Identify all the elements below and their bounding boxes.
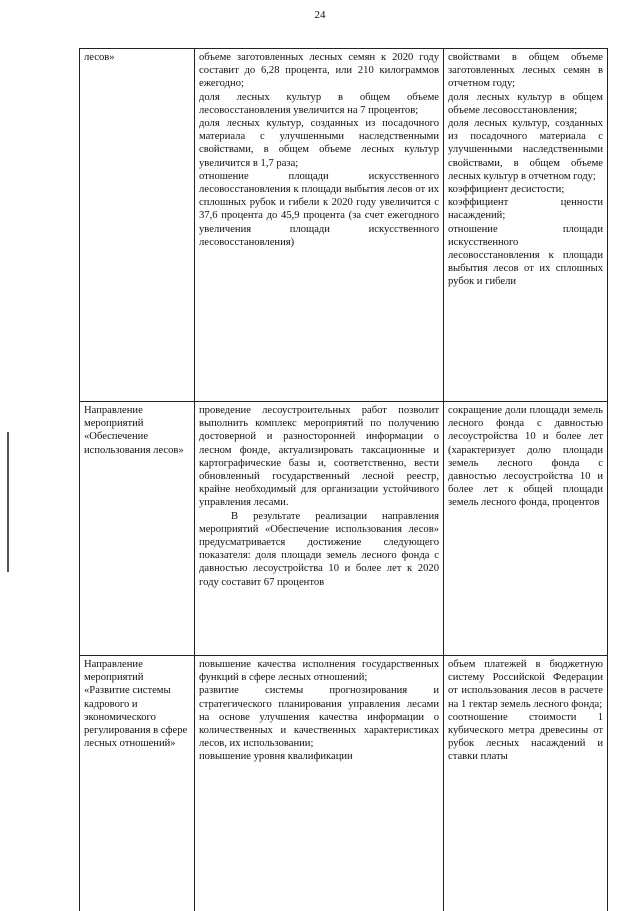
indicator-paragraph: доля лесных культур в общем объеме лесовосстановления;	[448, 91, 603, 116]
indicator-paragraph: коэффициент десистости;	[448, 184, 565, 196]
expected-results-cell	[195, 49, 444, 401]
result-paragraph: доля лесных культур в общем объеме лесовосстановления увеличится на 7 процентов;	[199, 91, 439, 116]
page-number: 24	[314, 9, 326, 21]
indicator-paragraph: свойствами в общем объеме заготовленных лесных семян в отчетном году;	[448, 52, 603, 90]
expected-results-cell	[195, 402, 444, 655]
result-paragraph: доля лесных культур, созданных из посадочного материала с улучшенными наследственными свойствами, в общем объеме лесных культур увеличится в 1,7 раза;	[199, 118, 439, 169]
result-paragraph: проведение лесоустроительных работ позволит выполнить комплекс мероприятий по получению достоверной и разносторонней информации о лесном фонде, актуализировать таксационные и картографические базы и, соответственно, вести обновленный государственный лесной реестр, крайне необходимый для организации устойчивого управления лесами.	[199, 405, 439, 509]
indicators-cell	[444, 49, 608, 401]
expected-results-cell	[195, 656, 444, 911]
indicators-cell	[444, 656, 608, 911]
result-paragraph: развитие системы прогнозирования и стратегического планирования управления лесами на основе улучшения качества информации о количественных и качественных характеристиках лесов, их использовании;	[199, 685, 439, 750]
result-paragraph: объеме заготовленных лесных семян к 2020 году составит до 6,28 процента, или 210 килограммов ежегодно;	[199, 52, 439, 90]
result-paragraph: повышение уровня квалификации	[199, 751, 353, 763]
table-row	[80, 656, 608, 911]
scan-edge-mark	[7, 432, 9, 572]
direction-cell: лесов»	[80, 49, 195, 401]
table-row	[80, 402, 608, 656]
direction-cell: Направление мероприятий «Обеспечение использования лесов»	[80, 402, 195, 655]
indicator-paragraph: объем платежей в бюджетную систему Российской Федерации от использования лесов в расчете на 1 гектар земель лесного фонда;	[448, 659, 603, 710]
result-paragraph: повышение качества исполнения государственных функций в сфере лесных отношений;	[199, 659, 439, 684]
result-paragraph: В результате реализации направления мероприятий «Обеспечение использования лесов» предусматривается достижение следующего показателя: доля площади земель лесного фонда с давностью лесоустройства 10 и более лет к 2020 году составит 67 процентов	[199, 510, 439, 588]
result-paragraph: отношение площади искусственного лесовосстановления к площади выбытия лесов от их сплошных рубок и гибели к 2020 году увеличится с 37,6 процента до 45,9 процента (за счет ежегодного увеличения площади искусственного лесовосстановления)	[199, 170, 439, 248]
indicator-paragraph: коэффициент ценности насаждений;	[448, 197, 603, 222]
program-indicators-table	[79, 48, 608, 911]
indicator-paragraph: доля лесных культур, созданных из посадочного материала с улучшенными наследственными свойствами, в общем объеме лесных культур в отчетном году;	[448, 118, 603, 182]
table-row	[80, 49, 608, 402]
direction-cell: Направление мероприятий «Развитие системы кадрового и экономического регулирования в сфере лесных отношений»	[80, 656, 195, 911]
indicator-paragraph: сокращение доли площади земель лесного фонда с давностью лесоустройства 10 и более лет (характеризует долю площади земель лесного фонда с давностью лесоустройства 10 и более лет к общей площади земель лесного фонда, процентов	[448, 405, 603, 509]
indicator-paragraph: отношение площади искусственного лесовосстановления к площади выбытия лесов от их сплошных рубок и гибели	[448, 223, 603, 288]
indicator-paragraph: соотношение стоимости 1 кубического метра древесины от рубок лесных насаждений и ставки платы	[448, 711, 603, 763]
indicators-cell	[444, 402, 608, 655]
